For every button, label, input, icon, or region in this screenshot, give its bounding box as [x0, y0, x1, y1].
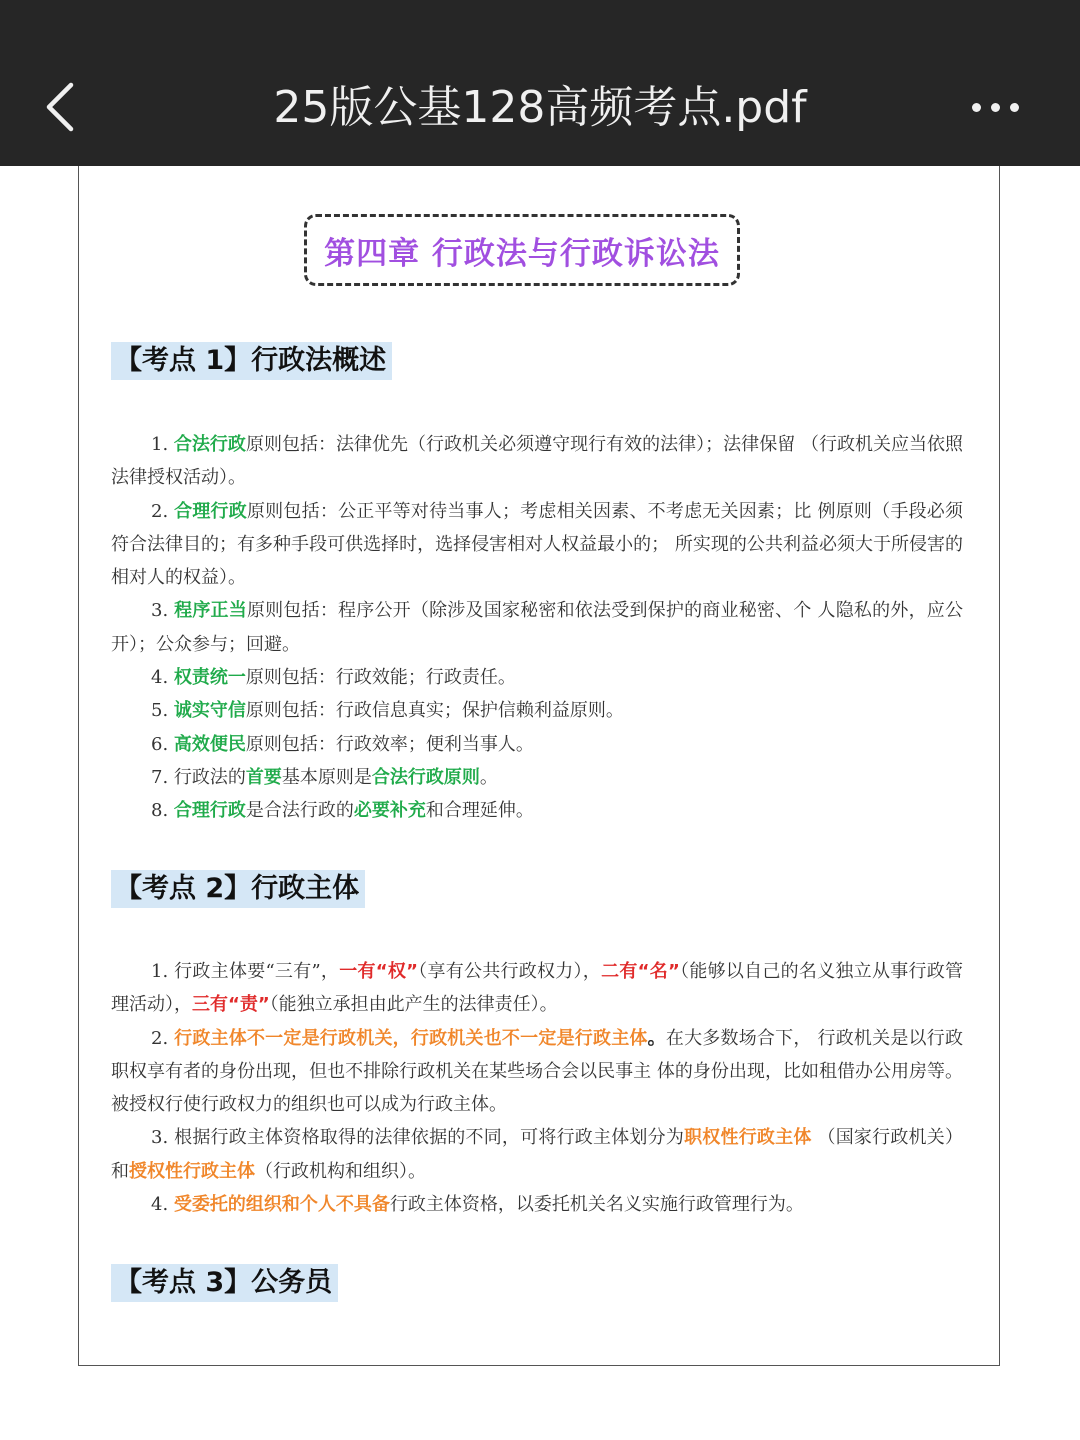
highlighted-term: 程序正当	[174, 600, 247, 622]
back-button[interactable]	[30, 72, 90, 142]
text-run: 原则包括：程序公开（除涉及国家秘密和依法受到保护的商业秘密、个 人隐私的外，应公开）；公众参与；回避。	[111, 600, 963, 655]
text-run: 4.	[151, 667, 174, 689]
paragraph	[111, 955, 963, 1022]
text-run: 1.	[151, 434, 174, 455]
paragraph	[111, 661, 963, 694]
paragraph	[111, 428, 963, 495]
text-run: 原则包括：行政效能；行政责任。	[245, 667, 516, 689]
text-run: 2.	[151, 500, 175, 522]
highlighted-term: 授权性行政主体	[129, 1160, 255, 1182]
highlighted-term: 高效便民	[173, 733, 246, 755]
text-run: 5.	[151, 700, 174, 722]
text-run: 原则包括：公正平等对待当事人；考虑相关因素、不考虑无关因素；比 例原则（手段必须符合法律目的；有多种手段可供选择时，选择侵害相对人权益最小的； 所实现的公共利益必须大于所侵害的相对人的权益）。	[111, 500, 963, 589]
section-heading-1: 【考点 1】行政法概述	[111, 342, 392, 380]
more-dots-icon	[972, 103, 981, 112]
section-heading-3: 【考点 3】公务员	[111, 1264, 338, 1302]
section-1-body	[111, 428, 963, 828]
document-title: 25版公基128高频考点.pdf	[273, 82, 807, 133]
text-run: 和合理延伸。	[425, 800, 534, 822]
text-run: （国家行政机关）和	[111, 1127, 963, 1182]
highlighted-term: 受委托的组织和个人不具备	[173, 1194, 390, 1216]
paragraph	[111, 794, 963, 827]
highlighted-term: 三有“责”	[192, 994, 270, 1016]
text-run: 原则包括：行政信息真实；保护信赖利益原则。	[245, 700, 624, 722]
highlighted-term: 合理行政	[174, 500, 247, 522]
text-run: 行政主体资格，以委托机关名义实施行政管理行为。	[389, 1194, 804, 1216]
highlighted-term: 合法行政	[173, 434, 246, 455]
text-run: 3.	[151, 600, 175, 622]
highlighted-term: 行政主体不一定是行政机关，行政机关也不一定是行政主体	[174, 1027, 648, 1049]
text-run: （能独立承担由此产生的法律责任）。	[269, 994, 558, 1016]
text-run: （能够以自己的名义独立从事行政管理活动），	[111, 961, 963, 1016]
highlighted-term: 首要	[245, 766, 282, 788]
highlighted-term: 必要补充	[353, 800, 426, 822]
paragraph	[111, 1121, 963, 1188]
pdf-page	[78, 166, 1000, 1366]
paragraph	[111, 495, 963, 595]
paragraph	[111, 1022, 963, 1122]
text-run: 原则包括：行政效率；便利当事人。	[245, 733, 534, 755]
text-run: 在大多数场合下， 行政机关是以行政职权享有者的身份出现，但也不排除行政机关在某些场合会以民事主 体的身份出现，比如租借办公用房等。被授权行使行政权力的组织也可以成为行政主体。	[111, 1027, 963, 1116]
highlighted-term: 一有“权”	[339, 961, 418, 982]
top-navigation-bar	[0, 0, 1080, 166]
chapter-title: 第四章 行政法与行政诉讼法	[324, 235, 720, 272]
text-run: 原则包括：法律优先（行政机关必须遵守现行有效的法律）；法律保留 （行政机关应当依照法律授权活动）。	[111, 434, 964, 489]
section-heading-2: 【考点 2】行政主体	[111, 870, 365, 908]
text-run: 6.	[151, 733, 174, 755]
paragraph	[111, 1188, 963, 1221]
chapter-title-box	[304, 214, 740, 286]
paragraph	[111, 761, 963, 794]
paragraph	[111, 728, 963, 761]
highlighted-term: 诚实守信	[173, 700, 246, 722]
highlighted-term: 合理行政	[173, 800, 246, 822]
highlighted-term: 权责统一	[173, 667, 246, 689]
text-run: 是合法行政的	[245, 800, 354, 822]
viewer-background	[0, 1366, 1080, 1440]
highlighted-term: 。	[647, 1027, 666, 1049]
paragraph	[111, 694, 963, 727]
text-run: （行政机构和组织）。	[255, 1160, 426, 1182]
paragraph	[111, 594, 963, 661]
highlighted-term: 二有“名”	[601, 961, 680, 982]
text-run: 2.	[151, 1027, 175, 1049]
section-2-body	[111, 955, 963, 1221]
text-run: 基本原则是	[281, 766, 372, 788]
text-run: 。	[479, 766, 498, 788]
text-run: 4.	[151, 1194, 174, 1216]
text-run: 1. 行政主体要“三有”，	[151, 961, 340, 982]
highlighted-term: 合法行政原则	[371, 766, 480, 788]
chevron-left-icon	[43, 81, 77, 133]
text-run: （享有公共行政权力），	[417, 961, 602, 982]
more-options-button[interactable]	[950, 82, 1040, 132]
highlighted-term: 职权性行政主体	[684, 1127, 812, 1149]
text-run: 7. 行政法的	[151, 766, 246, 788]
text-run: 3. 根据行政主体资格取得的法律依据的不同，可将行政主体划分为	[151, 1127, 685, 1149]
text-run: 8.	[151, 800, 174, 822]
